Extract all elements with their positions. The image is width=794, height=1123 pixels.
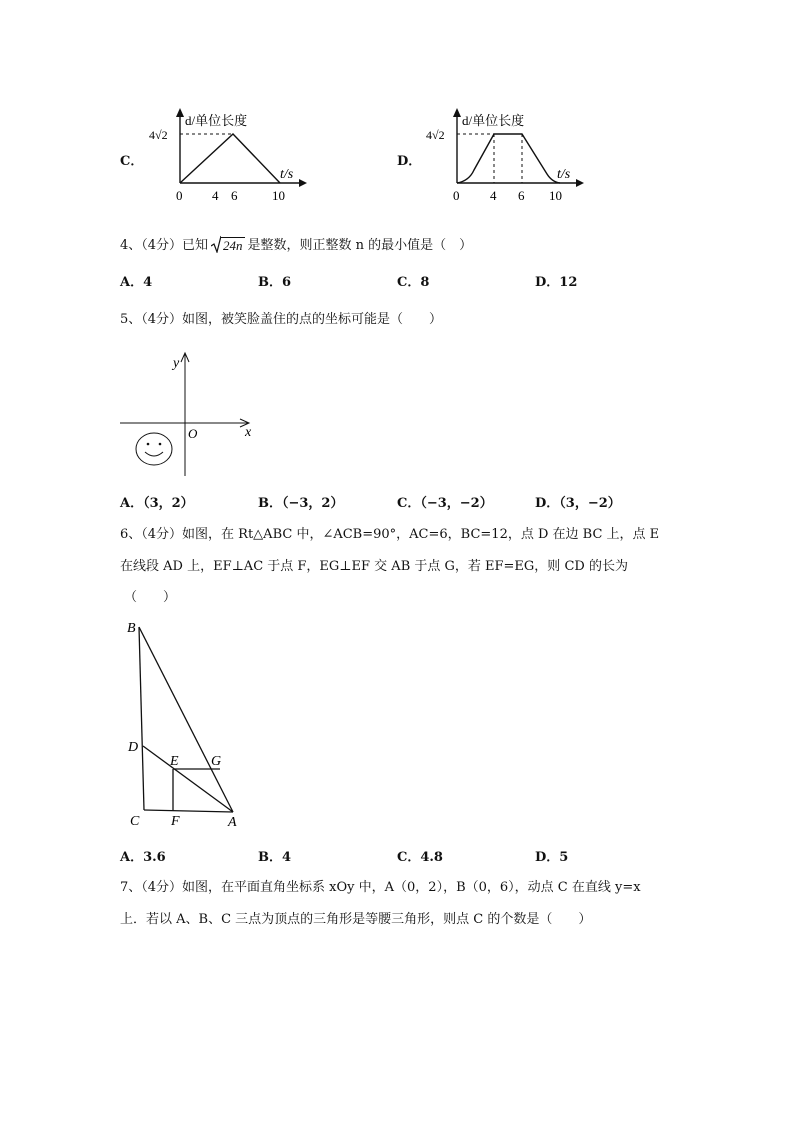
q6-stem-line3: （ ） (124, 590, 177, 605)
tick-0: 0 (453, 188, 460, 203)
q4-option-c[interactable]: C．8 (397, 275, 430, 290)
q3-graph-c (145, 108, 310, 208)
y-mark-label: 4√2 (149, 128, 168, 142)
tick-10: 10 (272, 188, 285, 203)
q4-sqrt (211, 235, 245, 253)
tick-6: 6 (231, 188, 238, 203)
q4-suffix: 是整数，则正整数 n 的最小值是（ ） (247, 238, 473, 253)
q7-stem-line1: 7、（4分）如图，在平面直角坐标系 xOy 中，A（0，2），B（0，6），动点 C 在直线 y=x (120, 880, 641, 895)
y-axis-arrow-icon (453, 108, 461, 117)
x-axis-arrow-icon (576, 179, 584, 187)
side-bc (139, 627, 144, 810)
side-ab (139, 627, 233, 812)
label-d: D (128, 740, 139, 755)
x-axis-label: t/s (280, 167, 294, 182)
q6-option-d[interactable]: D．5 (535, 850, 569, 865)
tick-0: 0 (176, 188, 183, 203)
q6-option-b[interactable]: B．4 (258, 850, 292, 865)
graph-line (180, 134, 280, 183)
q5-option-d[interactable]: D．（3，−2） (535, 496, 621, 511)
y-axis-label: d/单位长度 (185, 113, 248, 128)
q7-stem-line2: 上．若以 A、B、C 三点为顶点的三角形是等腰三角形，则点 C 的个数是（ ） (120, 912, 592, 927)
q4-option-d[interactable]: D．12 (535, 275, 578, 290)
label-g: G (211, 754, 222, 769)
tick-4: 4 (212, 188, 219, 203)
y-axis-arrow-icon (176, 108, 184, 117)
label-c: C (130, 814, 140, 829)
q4-prefix: 4、（4分）已知 (120, 238, 209, 253)
q6-stem-line2: 在线段 AD 上，EF⊥AC 于点 F，EG⊥EF 交 AB 于点 G，若 EF=EG，则 CD 的长为 (120, 559, 628, 574)
x-axis-arrow-icon (299, 179, 307, 187)
graph-line (457, 134, 560, 183)
smiley-face-icon (136, 433, 172, 465)
q5-stem: 5、（4分）如图，被笑脸盖住的点的坐标可能是（ ） (120, 312, 443, 327)
y-axis-label: y (173, 356, 180, 371)
q4-radicand: 24n (223, 237, 243, 253)
tick-6: 6 (518, 188, 525, 203)
q6-figure (120, 612, 260, 830)
q5-option-a[interactable]: A．（3，2） (120, 496, 194, 511)
label-a: A (228, 815, 237, 830)
radical-icon (211, 235, 221, 253)
q3-option-d-label: D． (397, 154, 422, 169)
label-e: E (170, 754, 179, 769)
q5-figure (118, 350, 258, 480)
q4-stem (120, 234, 472, 253)
q6-option-c[interactable]: C．4.8 (397, 850, 443, 865)
label-b: B (127, 621, 136, 636)
label-f: F (171, 814, 180, 829)
side-ca (144, 810, 233, 812)
x-axis-label: x (245, 425, 252, 440)
q6-stem-line1: 6、（4分）如图，在 Rt△ABC 中，∠ACB=90°，AC=6，BC=12，点 D 在边 BC 上，点 E (120, 527, 660, 542)
tick-4: 4 (490, 188, 497, 203)
q5-option-b[interactable]: B．（−3，2） (258, 496, 344, 511)
q6-option-a[interactable]: A．3.6 (120, 850, 166, 865)
q5-option-c[interactable]: C．（−3，−2） (397, 496, 493, 511)
q4-option-a[interactable]: A．4 (120, 275, 153, 290)
y-axis-label: d/单位长度 (462, 113, 525, 128)
q3-graph-d (422, 108, 587, 208)
y-mark-label: 4√2 (426, 128, 445, 142)
x-axis-label: t/s (557, 167, 571, 182)
q3-option-c-label: C． (120, 154, 144, 169)
origin-label: O (188, 426, 198, 441)
tick-10: 10 (549, 188, 562, 203)
q4-option-b[interactable]: B．6 (258, 275, 292, 290)
